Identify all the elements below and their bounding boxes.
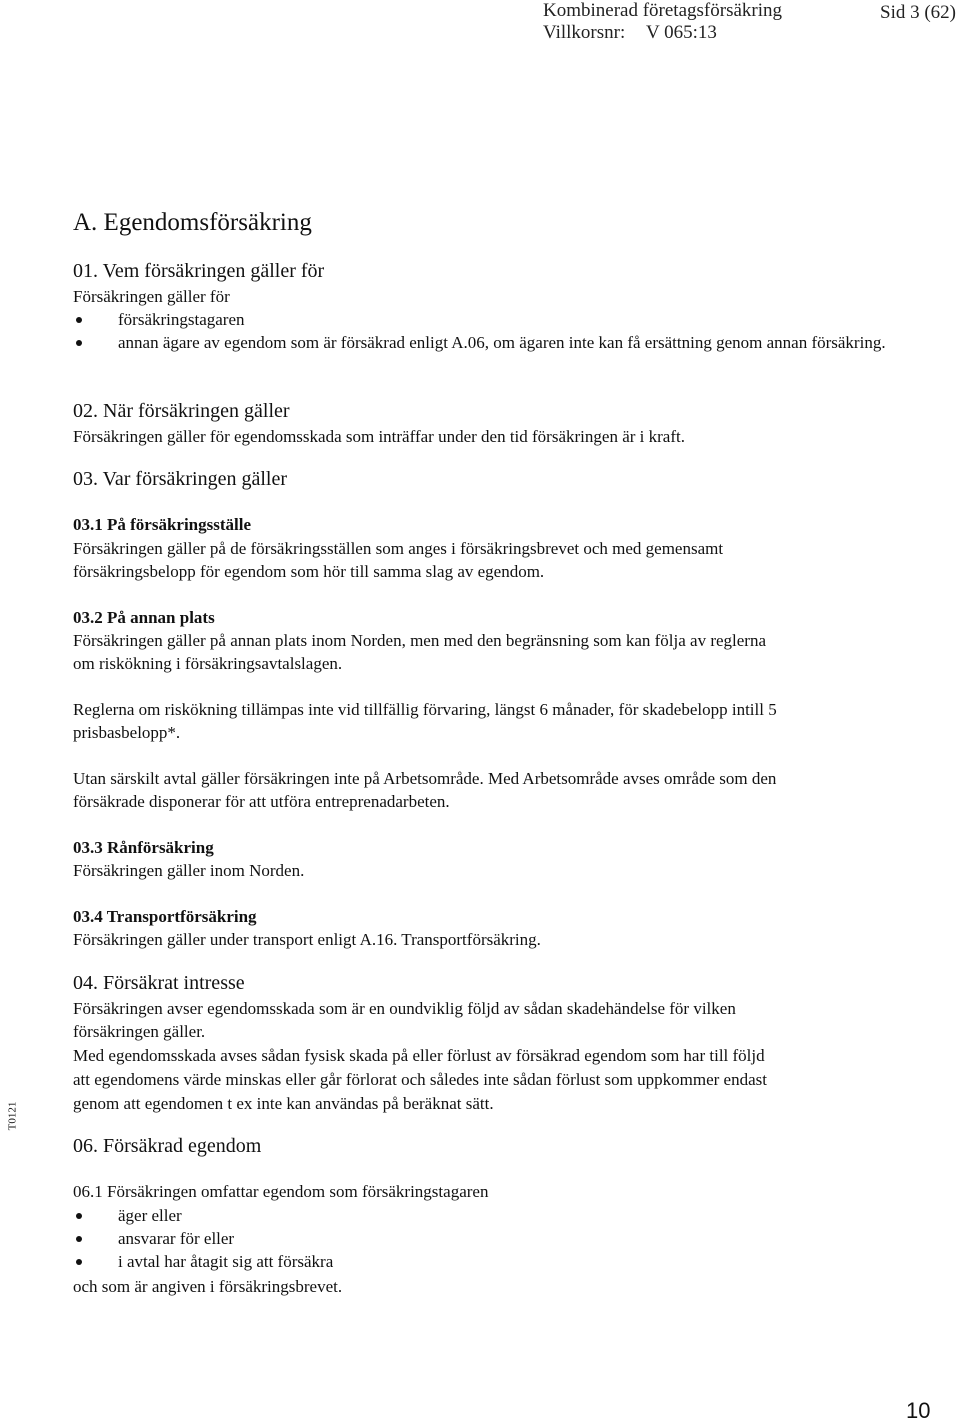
heading-03-4: 03.4 Transportförsäkring xyxy=(73,907,257,926)
s032-para3-line: Utan särskilt avtal gäller försäkringen inte på Arbetsområde. Med Arbetsområde avses område som den xyxy=(73,769,777,788)
s06-intro: 06.1 Försäkringen omfattar egendom som försäkringstagaren xyxy=(73,1182,489,1201)
heading-03-2: 03.2 På annan plats xyxy=(73,608,215,627)
s031-line: Försäkringen gäller på de försäkringsställen som anges i försäkringsbrevet och med gemensamt xyxy=(73,539,724,558)
list-item: i avtal har åtagit sig att försäkra xyxy=(73,1250,913,1273)
s032-line: Försäkringen gäller på annan plats inom Norden, men med den begränsning som kan följa av reglerna xyxy=(73,631,767,650)
heading-02: 02. När försäkringen gäller xyxy=(73,400,290,422)
s04-line: genom att egendomen t ex inte kan användas på beräknat sätt. xyxy=(73,1094,494,1113)
section-title: A. Egendomsförsäkring xyxy=(73,209,312,236)
document-title: Kombinerad företagsförsäkring xyxy=(543,0,783,21)
terms-label: Villkorsnr: xyxy=(543,22,626,43)
s02-text: Försäkringen gäller för egendomsskada som inträffar under den tid försäkringen är i kraft. xyxy=(73,427,685,446)
s031-line: försäkringsbelopp för egendom som hör till samma slag av egendom. xyxy=(73,562,545,581)
s01-list xyxy=(73,308,913,354)
s034-text: Försäkringen gäller under transport enligt A.16. Transportförsäkring. xyxy=(73,930,541,949)
side-code: T0121 xyxy=(6,1101,19,1131)
s032-para3-line: försäkrade disponerar för att utföra entreprenadarbeten. xyxy=(73,792,450,811)
list-item: äger eller xyxy=(73,1204,913,1227)
list-item: försäkringstagaren xyxy=(73,308,913,331)
heading-06: 06. Försäkrad egendom xyxy=(73,1135,262,1157)
s032-para2-line: Reglerna om riskökning tillämpas inte vid tillfällig förvaring, längst 6 månader, för skadebelopp intill 5 xyxy=(73,700,777,719)
list-item: ansvarar för eller xyxy=(73,1227,913,1250)
s06-list xyxy=(73,1204,913,1273)
s04-line: att egendomens värde minskas eller går förlorat och således inte sådan förlust som uppkommer endast xyxy=(73,1070,767,1089)
page-indicator: Sid 3 (62) xyxy=(880,2,956,23)
s032-line: om riskökning i försäkringsavtalslagen. xyxy=(73,654,343,673)
heading-04: 04. Försäkrat intresse xyxy=(73,972,245,994)
heading-03-3: 03.3 Rånförsäkring xyxy=(73,838,214,857)
s06-outro: och som är angiven i försäkringsbrevet. xyxy=(73,1277,343,1296)
s033-text: Försäkringen gäller inom Norden. xyxy=(73,861,305,880)
page-number: 10 xyxy=(906,1398,931,1423)
heading-03-1: 03.1 På försäkringsställe xyxy=(73,515,252,534)
s01-intro: Försäkringen gäller för xyxy=(73,287,230,306)
heading-01: 01. Vem försäkringen gäller för xyxy=(73,260,325,282)
s032-para2-line: prisbasbelopp*. xyxy=(73,723,181,742)
list-item: annan ägare av egendom som är försäkrad enligt A.06, om ägaren inte kan få ersättning genom annan försäkring. xyxy=(73,331,913,354)
s04-line: Med egendomsskada avses sådan fysisk skada på eller förlust av försäkrad egendom som har till följd xyxy=(73,1046,765,1065)
s04-line: försäkringen gäller. xyxy=(73,1022,206,1041)
s04-line: Försäkringen avser egendomsskada som är en oundviklig följd av sådan skadehändelse för vilken xyxy=(73,999,736,1018)
terms-number: V 065:13 xyxy=(646,22,717,43)
heading-03: 03. Var försäkringen gäller xyxy=(73,468,288,490)
